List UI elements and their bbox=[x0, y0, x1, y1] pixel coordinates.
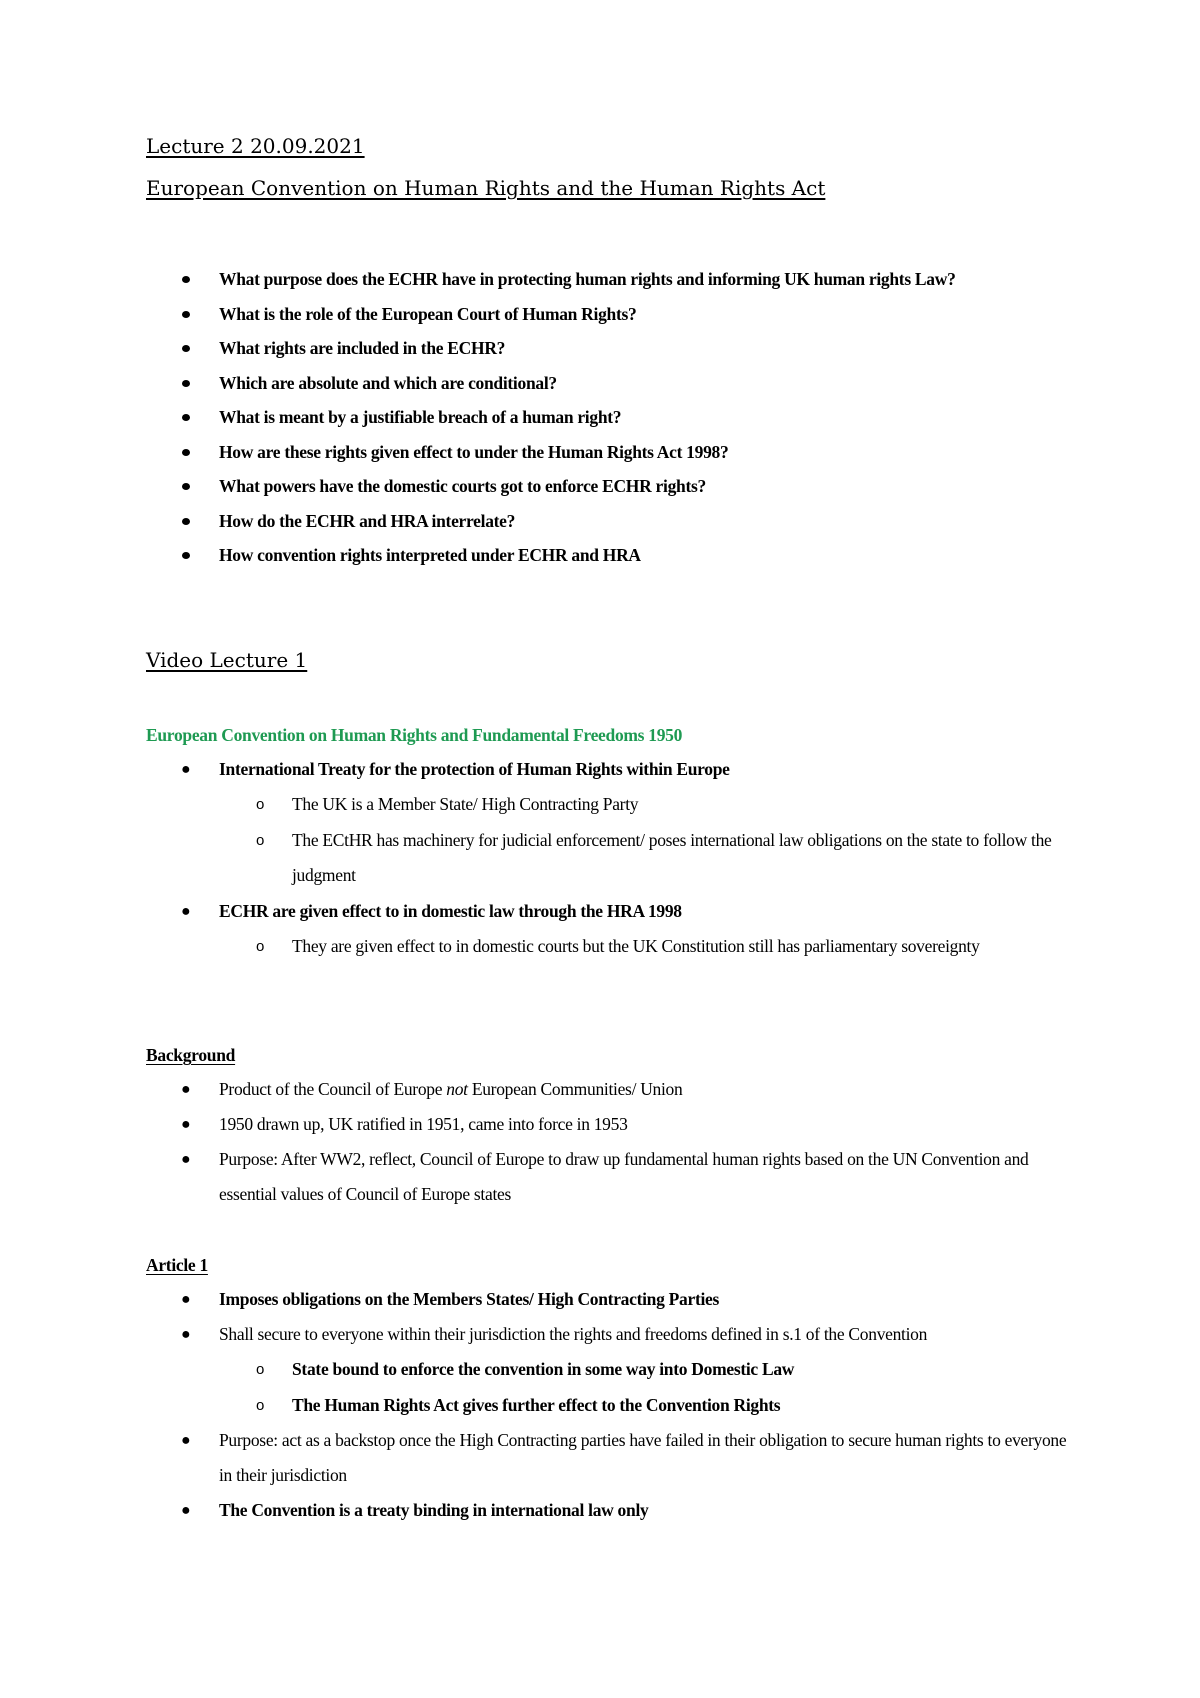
bullet-icon: ● bbox=[181, 1432, 191, 1449]
echr-title: European Convention on Human Rights and Fundamental Freedoms 1950 bbox=[146, 725, 683, 745]
background-section bbox=[146, 1038, 1076, 1212]
sub-list-item: o State bound to enforce the convention in some way into Domestic Law bbox=[146, 1352, 1076, 1388]
sub-list-item: o The UK is a Member State/ High Contracting Party bbox=[146, 787, 1076, 823]
article1-section bbox=[146, 1248, 1076, 1528]
sub-list-item: o They are given effect to in domestic courts but the UK Constitution still has parliamentary sovereignty bbox=[146, 929, 1076, 965]
question-item: What rights are included in the ECHR? bbox=[146, 331, 1076, 366]
questions-list bbox=[146, 262, 1076, 573]
list-item: ● Product of the Council of Europe not European Communities/ Union bbox=[146, 1072, 1076, 1107]
question-item: What powers have the domestic courts got to enforce ECHR rights? bbox=[146, 469, 1076, 504]
circle-bullet-icon: o bbox=[256, 1361, 265, 1378]
list-item: ● The Convention is a treaty binding in international law only bbox=[146, 1493, 1076, 1528]
bullet-icon: ● bbox=[181, 1502, 191, 1519]
bullet-icon bbox=[182, 276, 190, 283]
circle-bullet-icon: o bbox=[256, 831, 265, 849]
bullet-icon bbox=[182, 380, 190, 387]
question-item: What purpose does the ECHR have in protecting human rights and informing UK human rights Law? bbox=[146, 262, 1076, 297]
question-item: How are these rights given effect to under the Human Rights Act 1998? bbox=[146, 435, 1076, 470]
list-item: ● ECHR are given effect to in domestic law through the HRA 1998 bbox=[146, 894, 1076, 929]
question-item: What is meant by a justifiable breach of a human right? bbox=[146, 400, 1076, 435]
question-item: What is the role of the European Court of Human Rights? bbox=[146, 297, 1076, 332]
bullet-icon: ● bbox=[181, 1326, 191, 1343]
list-item: ● 1950 drawn up, UK ratified in 1951, came into force in 1953 bbox=[146, 1107, 1076, 1142]
circle-bullet-icon: o bbox=[256, 937, 265, 955]
sub-list-item: o The ECtHR has machinery for judicial enforcement/ poses international law obligations on the state to follow the judgment bbox=[146, 823, 1076, 894]
bullet-icon: ● bbox=[181, 1116, 191, 1133]
article1-points bbox=[146, 1282, 1076, 1528]
circle-bullet-icon: o bbox=[256, 1396, 265, 1414]
lecture-title: Lecture 2 20.09.2021 bbox=[146, 134, 365, 158]
list-item: ● Purpose: act as a backstop once the High Contracting parties have failed in their obligation to secure human rights to everyone in their jurisdiction bbox=[146, 1423, 1076, 1493]
bullet-icon: ● bbox=[181, 761, 191, 778]
bullet-icon bbox=[182, 311, 190, 318]
list-item: ● International Treaty for the protection of Human Rights within Europe bbox=[146, 752, 1076, 787]
question-item: How convention rights interpreted under ECHR and HRA bbox=[146, 538, 1076, 573]
list-item: ● Purpose: After WW2, reflect, Council of Europe to draw up fundamental human rights based on the UN Convention and essential values of Council of Europe states bbox=[146, 1142, 1076, 1212]
echr-section bbox=[146, 718, 1076, 964]
question-item: Which are absolute and which are conditional? bbox=[146, 366, 1076, 401]
bullet-icon: ● bbox=[181, 1081, 191, 1098]
bullet-icon bbox=[182, 518, 190, 525]
bullet-icon bbox=[182, 449, 190, 456]
bullet-icon: ● bbox=[181, 1291, 191, 1308]
list-item: ● Imposes obligations on the Members States/ High Contracting Parties bbox=[146, 1282, 1076, 1317]
video-lecture-title: Video Lecture 1 bbox=[146, 648, 308, 672]
bullet-icon: ● bbox=[181, 1151, 191, 1168]
bullet-icon bbox=[182, 345, 190, 352]
circle-bullet-icon: o bbox=[256, 796, 265, 813]
bullet-icon: ● bbox=[181, 902, 191, 920]
lecture-subtitle: European Convention on Human Rights and the Human Rights Act bbox=[146, 176, 826, 200]
background-points bbox=[146, 1072, 1076, 1212]
bullet-icon bbox=[182, 552, 190, 559]
background-title: Background bbox=[146, 1045, 236, 1065]
echr-points bbox=[146, 752, 1076, 964]
bullet-icon bbox=[182, 483, 190, 490]
question-item: How do the ECHR and HRA interrelate? bbox=[146, 504, 1076, 539]
sub-list-item: o The Human Rights Act gives further effect to the Convention Rights bbox=[146, 1388, 1076, 1424]
article1-title: Article 1 bbox=[146, 1255, 208, 1275]
bullet-icon bbox=[182, 414, 190, 421]
list-item: ● Shall secure to everyone within their jurisdiction the rights and freedoms defined in s.1 of the Convention bbox=[146, 1317, 1076, 1352]
